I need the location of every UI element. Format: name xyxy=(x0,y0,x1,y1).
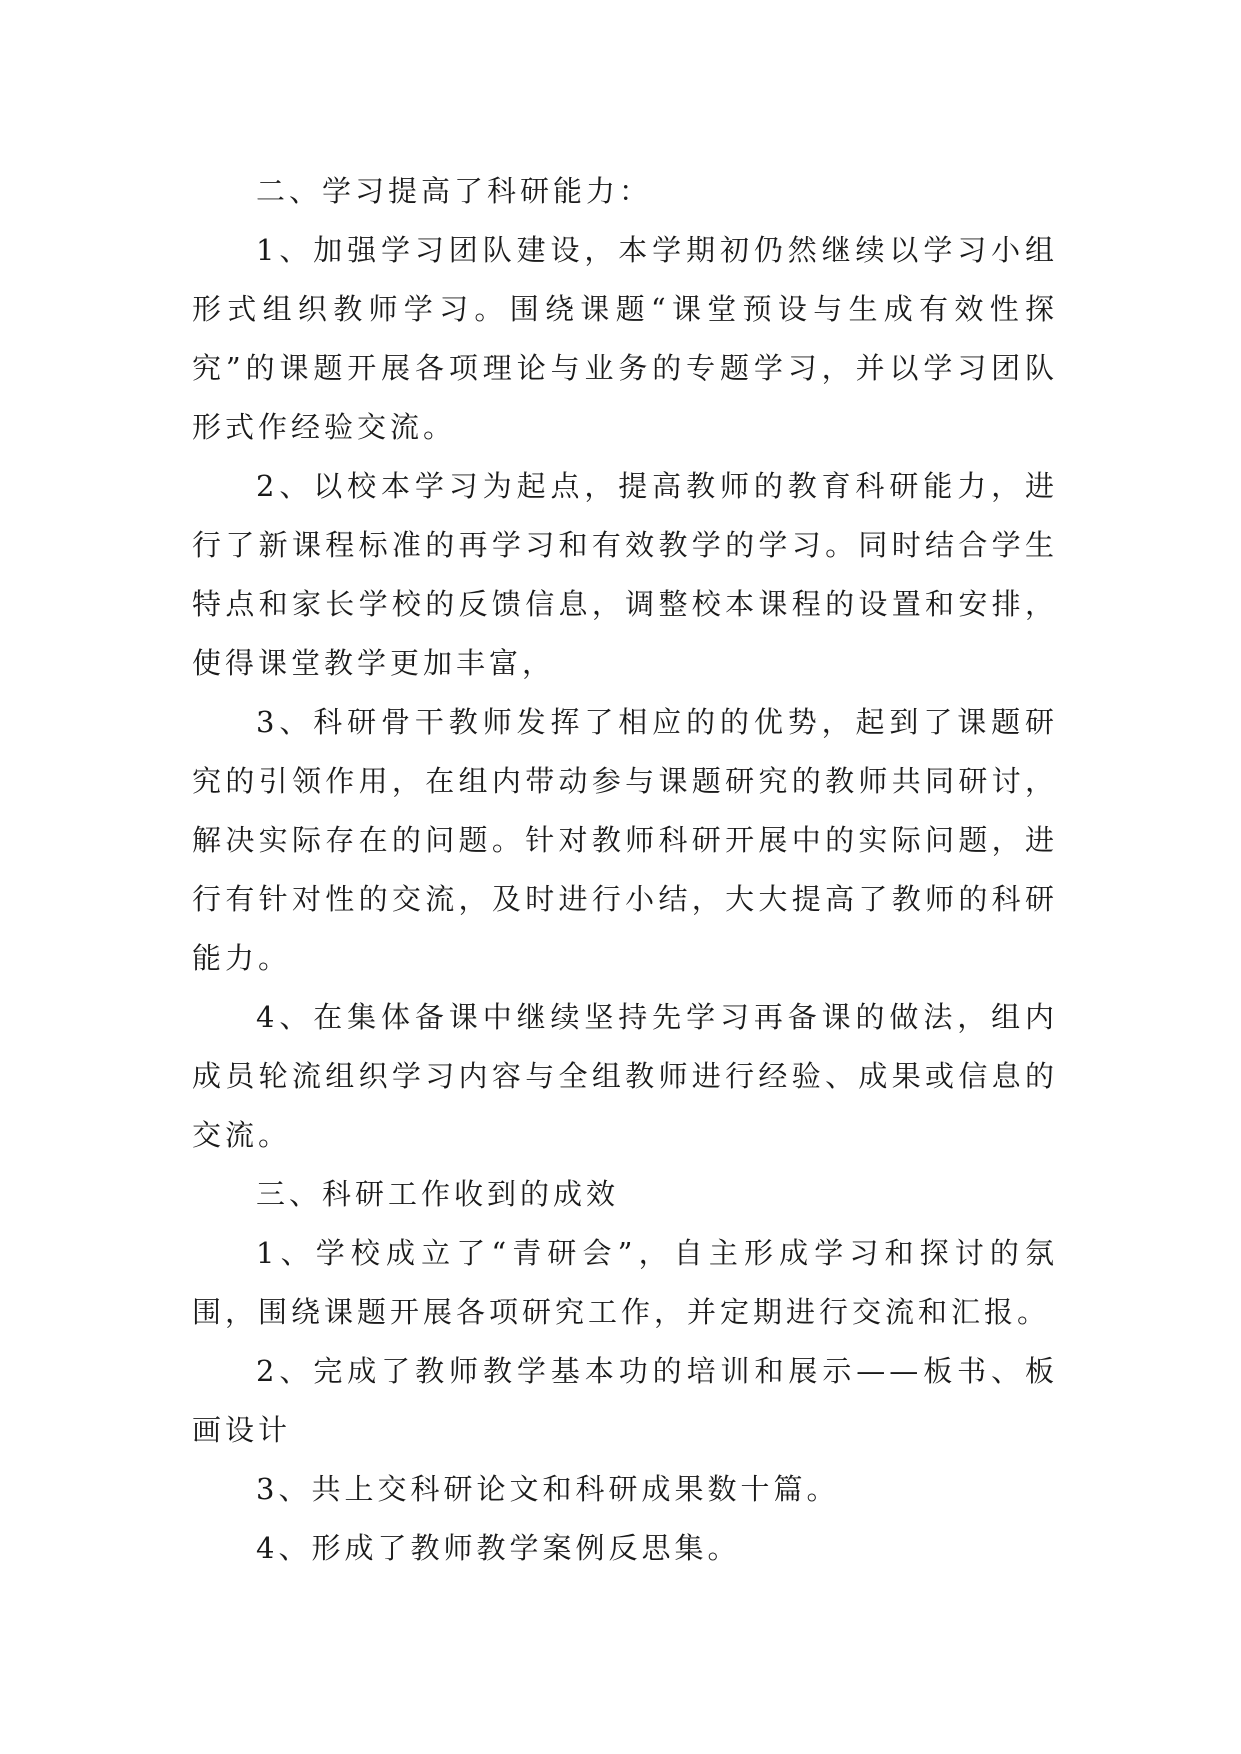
section-heading-research-ability: 二、学习提高了科研能力： xyxy=(256,174,653,208)
document-body xyxy=(192,162,1058,1578)
section-heading-research-results: 三、科研工作收到的成效 xyxy=(256,1177,620,1211)
paragraph-youth-research-society: 1、学校成立了“青研会”，自主形成学习和探讨的氛围，围绕课题开展各项研究工作，并定期进行交流和汇报。 xyxy=(192,1236,1058,1329)
paragraph-school-based-learning: 2、以校本学习为起点，提高教师的教育科研能力，进行了新课程标准的再学习和有效教学的学习。同时结合学生特点和家长学校的反馈信息，调整校本课程的设置和安排，使得课堂教学更加丰富， xyxy=(192,469,1058,680)
paragraph-basic-skills-training: 2、完成了教师教学基本功的培训和展示——板书、板画设计 xyxy=(192,1354,1058,1447)
paragraph-collective-lesson-prep: 4、在集体备课中继续坚持先学习再备课的做法，组内成员轮流组织学习内容与全组教师进行经验、成果或信息的交流。 xyxy=(192,1000,1058,1152)
paragraph-research-papers: 3、共上交科研论文和科研成果数十篇。 xyxy=(256,1472,840,1506)
paragraph-research-backbone: 3、科研骨干教师发挥了相应的的优势，起到了课题研究的引领作用，在组内带动参与课题研究的教师共同研讨，解决实际存在的问题。针对教师科研开展中的实际问题，进行有针对性的交流，及时进行小结，大大提高了教师的科研能力。 xyxy=(192,705,1058,975)
paragraph-learning-team: 1、加强学习团队建设，本学期初仍然继续以学习小组形式组织教师学习。围绕课题“课堂预设与生成有效性探究”的课题开展各项理论与业务的专题学习，并以学习团队形式作经验交流。 xyxy=(192,233,1058,444)
paragraph-case-reflection: 4、形成了教师教学案例反思集。 xyxy=(256,1531,741,1565)
